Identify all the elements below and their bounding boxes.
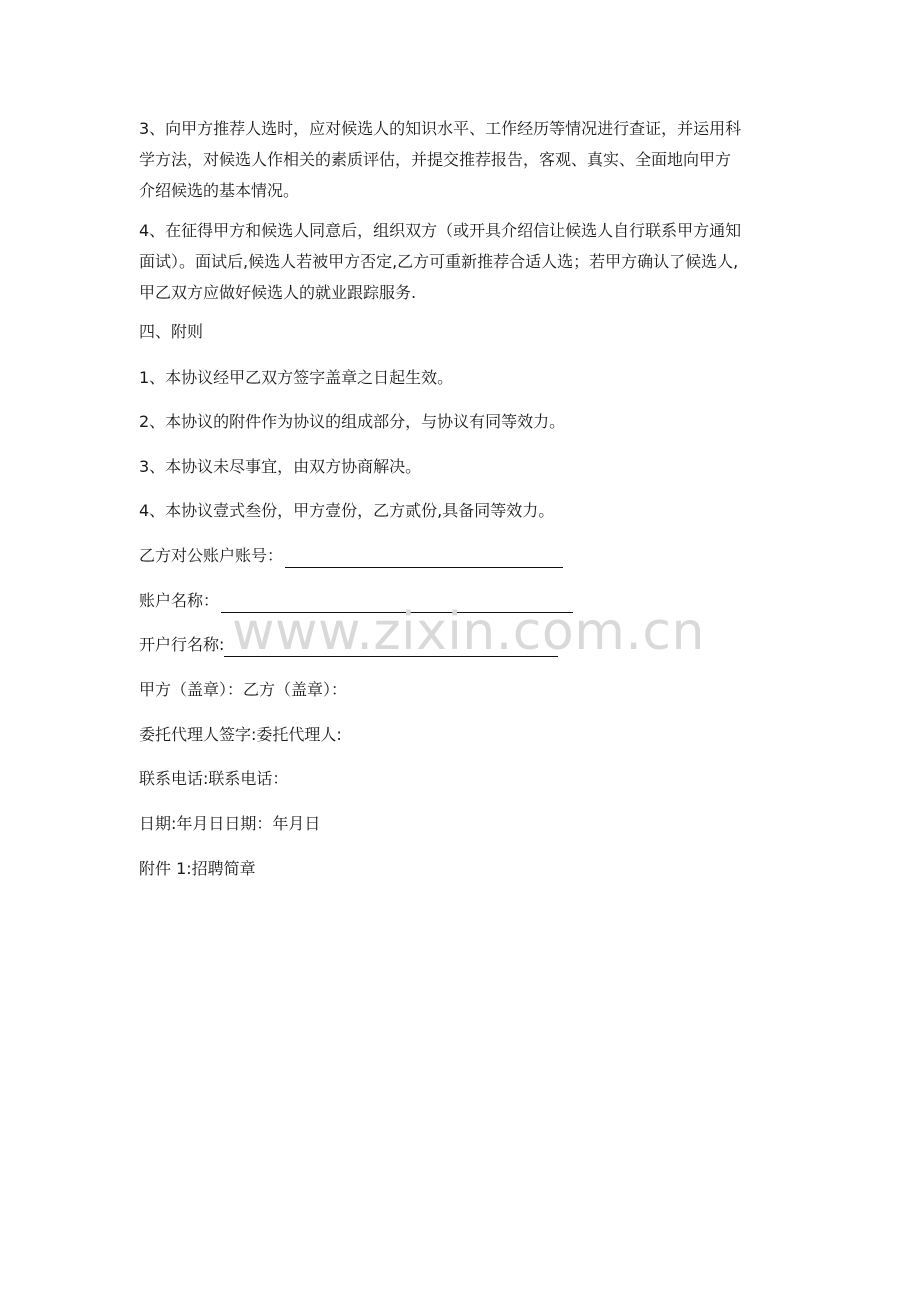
clause-3-line-2: 学方法，对候选人作相关的素质评估，并提交推荐报告，客观、真实、全面地向甲方 [139, 150, 732, 169]
bank-name-field [139, 633, 558, 657]
clause-3 [139, 113, 799, 206]
bank-name-blank[interactable] [224, 638, 558, 657]
clause-3-line-1: 3、向甲方推荐人选时，应对候选人的知识水平、工作经历等情况进行查证，并运用科 [139, 119, 742, 138]
clause-4-line-1: 4、在征得甲方和候选人同意后，组织双方（或开具介绍信让候选人自行联系甲方通知 [139, 221, 742, 240]
account-name-blank[interactable] [221, 594, 573, 613]
seal-line: 甲方（盖章）：乙方（盖章）： [139, 680, 348, 699]
account-name-field [139, 589, 573, 613]
account-number-blank[interactable] [285, 549, 563, 568]
clause-4 [139, 215, 799, 308]
account-number-label: 乙方对公账户账号： [139, 546, 284, 565]
clause-3-line-3: 介绍候选的基本情况。 [139, 181, 300, 200]
clause-4-line-2: 面试）。面试后,候选人若被甲方否定,乙方可重新推荐合适人选；若甲方确认了候选人, [139, 252, 739, 271]
bank-name-label: 开户行名称: [139, 635, 225, 654]
date-line: 日期:年月日日期：年月日 [139, 814, 321, 833]
attachment-line: 附件 1:招聘简章 [139, 859, 256, 878]
account-name-label: 账户名称： [139, 591, 220, 610]
article-4: 4、本协议壹式叁份，甲方壹份，乙方贰份,具备同等效力。 [139, 501, 555, 520]
watermark: www.zixin.com.cn [232, 602, 705, 662]
phone-line: 联系电话:联系电话： [139, 769, 289, 788]
article-1: 1、本协议经甲乙双方签字盖章之日起生效。 [139, 368, 454, 387]
article-2: 2、本协议的附件作为协议的组成部分，与协议有同等效力。 [139, 412, 566, 431]
clause-4-line-3: 甲乙双方应做好候选人的就业跟踪服务. [139, 283, 417, 302]
section-title: 四、附则 [139, 322, 204, 341]
account-number-field [139, 544, 563, 568]
article-3: 3、本协议未尽事宜，由双方协商解决。 [139, 457, 422, 476]
agent-line: 委托代理人签字:委托代理人: [139, 725, 342, 744]
